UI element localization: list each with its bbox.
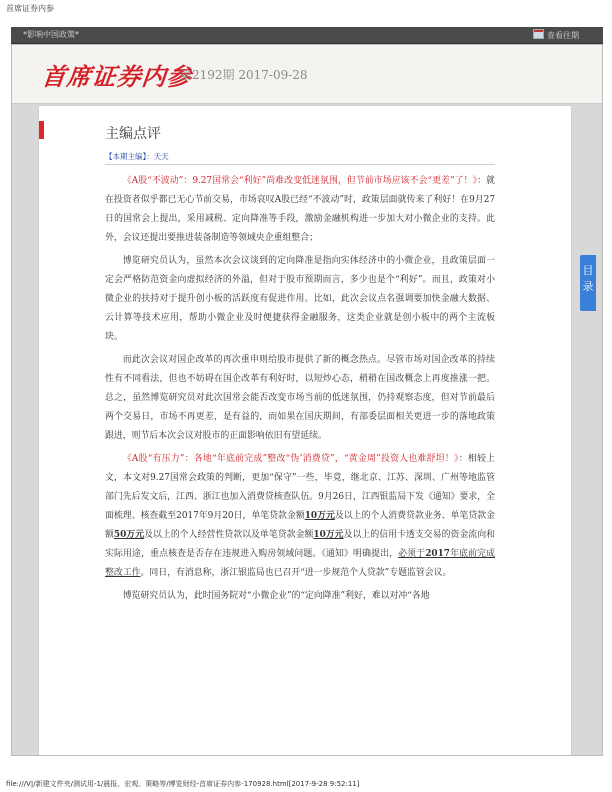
- print-page-title: 首席证券内参: [6, 4, 54, 13]
- issue-number-date: 第2192期 2017-09-28: [180, 68, 308, 82]
- deadline-emphasis: 2017: [425, 549, 450, 559]
- brand-logo: 首席证券内参: [40, 62, 194, 91]
- masthead: [12, 45, 602, 104]
- paragraph-3: 而此次会议对国企改革的再次重申则给股市提供了新的概念热点。尽管市场对国企改革的持续性有不同看法，但也不妨碍在国企改革有利好时，以短炒心态，稍稍在国改概念上再度推涨一把。总之，虽然博览研究员对此次国常会能否改变市场当前的低迷氛围，仍持观察态度，但对节前最后两个交易日，市场不再更差，是有益的，而如果在国庆期间，有部委层面相关更进一步的落地政策跟进，则节后本次会议对股市的正面影响依旧有望延续。: [105, 355, 495, 441]
- amount-emphasis: 50万元: [113, 530, 145, 540]
- headline-link-2[interactable]: 《A股“有压力”：各地“年底前完成”整改“伪’消费贷”，“黄金周”投资人也难舒坦！》: [122, 454, 459, 464]
- amount-emphasis: 10万元: [304, 511, 335, 521]
- paragraph-2: 博览研究员认为，虽然本次会议谈到的定向降准是指向实体经济中的小微企业，且政策层面一定会严格防范资金向虚拟经济的外溢，但对于股市预期而言，多少也是个“利好”。而且，政策对小微企业的扶持对于提升创小板的活跃度有促进作用。比如，此次会议点名强调要加快金融大数据、云计算等技术应用，帮助小微企业及时便捷获得金融服务，这类企业就是创小板中的两个主流板块。: [105, 256, 495, 342]
- paragraph-4-text: 及以上的个人消费贷款业务、单笔贷款金额: [105, 511, 495, 540]
- table-of-contents-tab[interactable]: 目录: [580, 255, 596, 311]
- view-past-issues-link[interactable]: [533, 29, 579, 41]
- editor-line: [105, 151, 169, 162]
- editor-label: 【本期主编】：: [105, 152, 154, 161]
- amount-emphasis: 10万元: [313, 530, 344, 540]
- paragraph-4-text: ：相较上文，本文对9.27国常会政策的判断，更加“保守”一些，毕竟，继北京、江苏、深圳、广州等地监管部门先后发文后，江西、浙江也加入消费贷核查队伍。9月26日，江西银监局下发《通知》要求，全面梳理、核查截至2017年9月20日，单笔贷款金额: [105, 454, 495, 521]
- paragraph-4: [105, 450, 495, 583]
- paragraph-5: 博览研究员认为，此时国务院对“小微企业”的“定向降准”利好，难以对冲“各地: [122, 591, 430, 601]
- newsletter-frame: [11, 44, 603, 756]
- section-title: 主编点评: [105, 126, 161, 142]
- print-footer-path: file:///V|/新建文件夹/测试用-1/晨报、宏观、策略等/博览财经-首席证券内参-170928.html[2017-9-28 9:52:11]: [6, 780, 360, 788]
- paragraph-4-text: 。同日，有消息称，浙江银监局也已召开“进一步规范个人贷款”专题监管会议。: [140, 568, 452, 578]
- article-sheet: [38, 105, 572, 756]
- editor-name: 天天: [153, 152, 169, 161]
- deadline-emphasis: 年底前完成整改工作: [105, 549, 496, 578]
- paragraph-4-text: 及以上的信用卡透支交易的资金流向和实际用途，重点核查是否存在违规进入购房领域问题。《通知》明确提出，: [105, 530, 496, 559]
- slogan: *影响中国政策*: [23, 30, 79, 39]
- paragraph-4-text: 及以上的个人经营性贷款以及单笔贷款金额: [144, 530, 314, 540]
- view-past-issues-label: 查看往期: [547, 31, 579, 40]
- top-nav-bar: [11, 27, 603, 44]
- headline-link-1[interactable]: 《A股“不波动”：9.27国常会“利好”尚难改变低迷氛围，但节前市场应该不会“更差”了！》: [122, 176, 478, 186]
- paragraph-1-body: ：就在投资者似乎都已无心节前交易，市场哀叹A股已经“不波动”时，政策层面就传来了利好！在9月27日的国常会上提出，采用减税、定向降准等手段，激励金融机构进一步加大对小微企业的支持。此外，会议还提出要推进装备制造等领域央企重组整合；: [105, 176, 495, 243]
- paragraph-1: [105, 172, 495, 248]
- divider: [105, 164, 495, 165]
- section-marker: [39, 121, 44, 139]
- deadline-emphasis: 必须于: [398, 549, 426, 559]
- calendar-icon: [533, 29, 544, 39]
- article-body: [105, 172, 495, 610]
